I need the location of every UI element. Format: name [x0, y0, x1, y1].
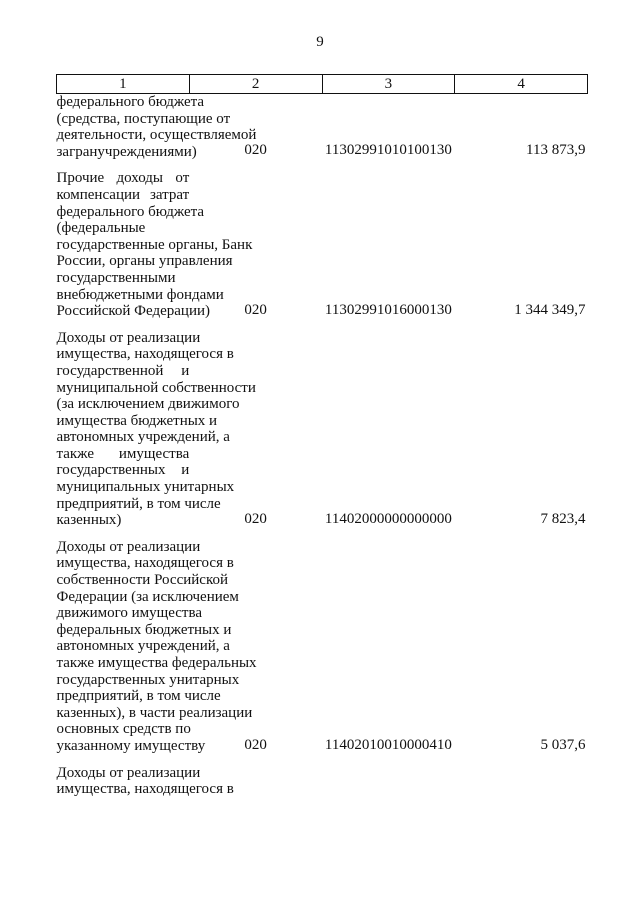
row-spacer	[57, 320, 588, 330]
revenue-name-line: федерального бюджета	[56, 94, 205, 110]
revenue-name-line: государственных и	[56, 462, 190, 479]
table-row	[57, 539, 588, 755]
row-spacer	[57, 160, 588, 170]
budget-code-cell: 11302991010100130	[324, 142, 452, 159]
table-header-row	[57, 75, 588, 94]
revenue-name-line: деятельности, осуществляемой	[56, 127, 257, 144]
table-row	[57, 330, 588, 529]
revenue-name-line: предприятий, в том числе	[56, 688, 221, 705]
revenue-name-line: движимого имущества	[56, 605, 203, 622]
revenue-name-line: (за исключением движимого	[56, 396, 240, 413]
table-row	[57, 170, 588, 319]
revenue-table	[56, 74, 588, 798]
revenue-name-line: имущества, находящегося в	[56, 781, 234, 798]
amount-cell	[455, 765, 588, 798]
revenue-name-line: имущества бюджетных и	[56, 412, 218, 429]
revenue-name-line: (средства, поступающие от	[56, 110, 231, 127]
column-header-3: 3	[322, 75, 455, 94]
revenue-name-line: загранучреждениями)	[56, 143, 197, 160]
table-row	[57, 94, 588, 161]
revenue-name-line: основных средств по	[56, 721, 191, 738]
revenue-name-line: имущества, находящегося в	[56, 555, 234, 572]
revenue-name-line: Федерации (за исключением	[56, 588, 239, 605]
amount-cell: 7 823,4	[540, 510, 586, 527]
budget-code-cell	[322, 765, 455, 798]
amount-cell: 1 344 349,7	[514, 301, 586, 318]
revenue-name-line: также имущества федеральных	[56, 655, 257, 671]
revenue-name-line: Прочие доходы от	[56, 170, 190, 187]
revenue-name-line: муниципальных унитарных	[56, 479, 235, 496]
revenue-name-line: федерального бюджета	[56, 203, 205, 220]
revenue-name-line: Доходы от реализации	[56, 329, 201, 346]
column-header-2: 2	[189, 75, 322, 94]
revenue-name-line: предприятий, в том числе	[56, 495, 221, 512]
revenue-name-line: внебюджетными фондами	[56, 286, 224, 303]
amount-cell: 113 873,9	[526, 142, 586, 159]
revenue-name-line: имущества, находящегося в	[56, 346, 234, 363]
admin-code-cell: 020	[244, 301, 267, 318]
column-header-4: 4	[455, 75, 588, 94]
revenue-name-line: государственными	[56, 269, 176, 286]
revenue-name-line: государственной и	[56, 362, 190, 379]
revenue-name-line: (федеральные	[56, 220, 146, 237]
revenue-name-cell	[56, 170, 253, 320]
revenue-name-line: также имущества	[56, 445, 190, 462]
revenue-name-line: автономных учреждений, а	[56, 429, 230, 446]
column-header-1: 1	[57, 75, 190, 94]
revenue-name-line: федеральных бюджетных и	[56, 621, 232, 638]
table-row	[57, 765, 588, 798]
revenue-name-line: муниципальной собственности	[56, 379, 256, 396]
revenue-name-line: государственных унитарных	[56, 671, 240, 688]
budget-code-cell: 11402010010000410	[324, 736, 452, 753]
row-spacer	[57, 529, 588, 539]
admin-code-cell: 020	[244, 510, 267, 527]
revenue-name-line: казенных), в части реализации	[56, 704, 253, 721]
revenue-name-line: государственные органы, Банк	[56, 236, 253, 253]
revenue-name-line: автономных учреждений, а	[56, 638, 230, 655]
revenue-name-line: казенных)	[56, 512, 122, 529]
budget-code-cell: 11402000000000000	[324, 510, 452, 527]
revenue-name-line: Российской Федерации)	[56, 303, 211, 320]
revenue-name-line: Доходы от реализации	[56, 764, 201, 781]
admin-code-cell: 020	[244, 142, 267, 159]
row-spacer	[57, 755, 588, 765]
amount-cell: 5 037,6	[540, 736, 586, 753]
admin-code-cell: 020	[244, 736, 267, 753]
revenue-name-line: Доходы от реализации	[56, 538, 201, 555]
page-number: 9	[316, 34, 324, 50]
revenue-name-line: указанному имуществу	[56, 737, 206, 754]
revenue-name-line: России, органы управления	[56, 253, 233, 270]
revenue-name-line: собственности Российской	[56, 572, 228, 589]
budget-code-cell: 11302991016000130	[324, 301, 452, 318]
revenue-name-line: компенсации затрат	[56, 186, 190, 203]
revenue-name-cell	[56, 764, 234, 798]
